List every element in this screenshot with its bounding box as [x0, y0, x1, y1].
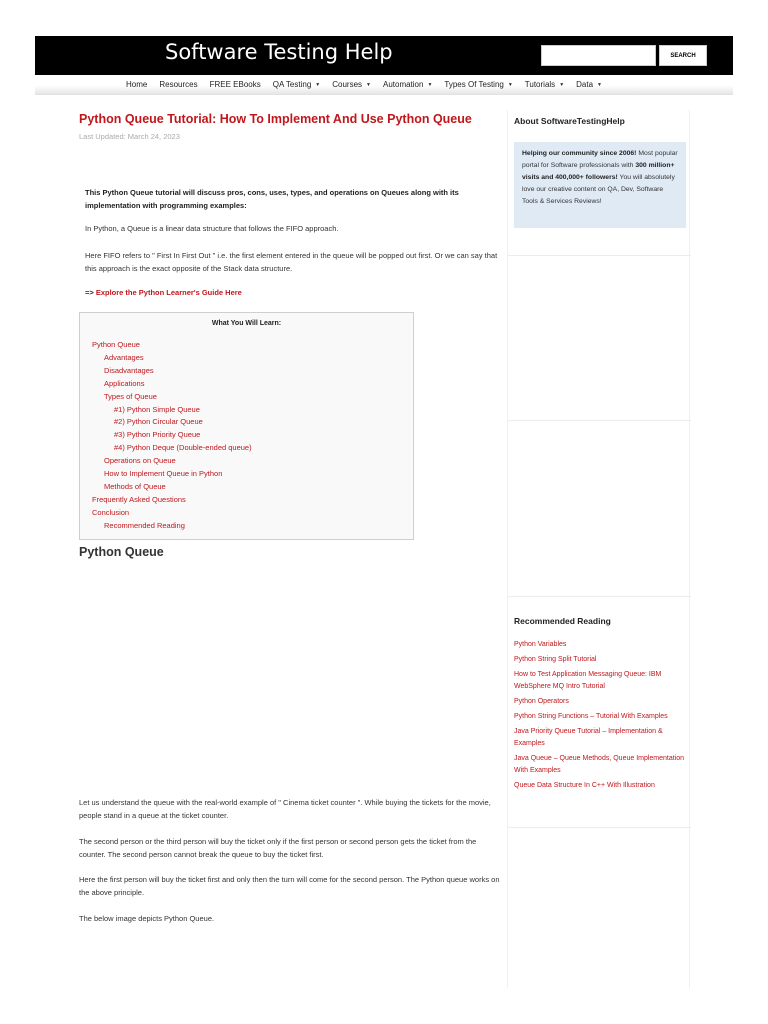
recommended-heading: Recommended Reading: [514, 616, 611, 626]
sidebar: [507, 110, 690, 988]
recommended-link[interactable]: Java Priority Queue Tutorial – Implementation & Examples: [514, 728, 663, 747]
table-of-contents: [79, 312, 414, 540]
toc-item[interactable]: Frequently Asked Questions: [92, 494, 186, 504]
paragraph-fifo-explained: Here FIFO refers to " First In First Out " i.e. the first element entered in the queue will be popped out first. Or we can say that this approach is the exact opposite of the Stack data structure.: [85, 251, 498, 273]
explore-line: [85, 288, 242, 297]
recommended-link[interactable]: Python String Split Tutorial: [514, 656, 597, 663]
nav-item-types-of-testing[interactable]: [444, 80, 512, 89]
about-heading: About SoftwareTestingHelp: [514, 116, 625, 126]
nav-item-label: Resources: [159, 80, 198, 89]
caret-down-icon: ▼: [559, 81, 565, 88]
toc-item[interactable]: #4) Python Deque (Double-ended queue): [114, 443, 252, 453]
nav-item-automation[interactable]: [383, 80, 432, 89]
article-intro: This Python Queue tutorial will discuss pros, cons, uses, types, and operations on Queues along with its implementation with programming examples:: [85, 188, 459, 210]
sidebar-divider: [508, 827, 691, 828]
nav-item-label: Types Of Testing: [444, 80, 504, 89]
nav-items: [126, 80, 614, 89]
nav-item-label: Tutorials: [524, 80, 556, 89]
article: [79, 110, 501, 923]
sidebar-divider: [508, 596, 691, 597]
nav-item-label: Courses: [332, 80, 363, 89]
explore-guide-link[interactable]: Explore the Python Learner's Guide Here: [95, 288, 242, 297]
nav-item-home[interactable]: [126, 80, 147, 89]
nav-item-qa-testing[interactable]: [273, 80, 321, 89]
caret-down-icon: ▼: [427, 81, 433, 88]
paragraph-cinema: Let us understand the queue with the real-world example of " Cinema ticket counter ". While buying the tickets for the movie, people stand in a queue at the ticket counter.: [79, 798, 491, 820]
site-header: [35, 36, 733, 75]
toc-item[interactable]: Methods of Queue: [104, 481, 166, 491]
nav-item-label: Data: [576, 80, 594, 89]
main-nav: [35, 75, 733, 95]
explore-prefix: =>: [85, 288, 96, 297]
toc-item[interactable]: #3) Python Priority Queue: [114, 430, 201, 440]
sidebar-divider: [508, 420, 691, 421]
search-input[interactable]: [541, 45, 656, 66]
paragraph-first-person: Here the first person will buy the ticket first and only then the turn will come for the second person. The Python queue works on the above principle.: [79, 875, 500, 897]
search-button[interactable]: SEARCH: [659, 45, 707, 66]
section-title-python-queue: Python Queue: [79, 545, 164, 559]
toc-item[interactable]: Types of Queue: [104, 391, 157, 401]
toc-item[interactable]: Python Queue: [92, 340, 140, 349]
recommended-link[interactable]: Java Queue – Queue Methods, Queue Implementation With Examples: [514, 755, 685, 774]
recommended-list: [514, 639, 690, 795]
article-title: Python Queue Tutorial: How To Implement And Use Python Queue: [79, 112, 472, 126]
recommended-link[interactable]: Python String Functions – Tutorial With Examples: [514, 713, 668, 720]
site-title[interactable]: Software Testing Help: [165, 40, 393, 64]
toc-item[interactable]: How to Implement Queue in Python: [104, 469, 223, 479]
toc-title: What You Will Learn:: [211, 320, 282, 327]
caret-down-icon: ▼: [366, 81, 371, 88]
paragraph-fifo: In Python, a Queue is a linear data structure that follows the FIFO approach.: [85, 224, 339, 233]
nav-item-label: FREE EBooks: [209, 80, 261, 89]
recommended-link[interactable]: How to Test Application Messaging Queue: IBM WebSphere MQ Intro Tutorial: [514, 671, 662, 690]
toc-item[interactable]: Recommended Reading: [104, 520, 185, 530]
recommended-link[interactable]: Python Variables: [514, 641, 567, 648]
nav-item-tutorials[interactable]: [525, 80, 564, 89]
sidebar-divider: [508, 255, 691, 256]
toc-item[interactable]: Conclusion: [92, 507, 130, 517]
last-updated: Last Updated: March 24, 2023: [79, 132, 180, 141]
nav-item-free-ebooks[interactable]: [210, 80, 261, 89]
caret-down-icon: ▼: [315, 81, 321, 88]
nav-item-label: QA Testing: [272, 80, 312, 89]
paragraph-second-person: The second person or the third person will buy the ticket only if the first person or second person gets the ticket from the counter. The second person cannot break the queue to buy the ticket first.: [79, 837, 477, 859]
nav-item-data[interactable]: [576, 80, 602, 89]
caret-down-icon: ▼: [597, 81, 602, 88]
toc-item[interactable]: #2) Python Circular Queue: [114, 417, 203, 427]
about-highlight-visits: 300 million+ visits and 400,000+ followers!: [522, 162, 675, 181]
about-text-portal: Most popular portal for Software professionals with: [522, 150, 678, 169]
about-box: [514, 142, 686, 228]
nav-item-label: Home: [126, 80, 148, 89]
toc-item[interactable]: Applications: [104, 378, 145, 388]
about-highlight-community: Helping our community since 2006!: [522, 150, 637, 157]
about-text-content: You will absolutely love our creative content on QA, Dev, Software Tools & Services Reviews!: [522, 174, 675, 205]
toc-item[interactable]: Advantages: [104, 352, 144, 362]
nav-item-label: Automation: [382, 80, 424, 89]
caret-down-icon: ▼: [507, 81, 513, 88]
toc-item[interactable]: #1) Python Simple Queue: [114, 404, 200, 414]
recommended-link[interactable]: Python Operators: [514, 698, 569, 705]
paragraph-image-intro: The below image depicts Python Queue.: [79, 914, 215, 923]
toc-item[interactable]: Disadvantages: [104, 365, 154, 375]
toc-item[interactable]: Operations on Queue: [104, 456, 176, 466]
nav-item-resources[interactable]: [159, 80, 197, 89]
recommended-link[interactable]: Queue Data Structure In C++ With Illustration: [514, 782, 655, 789]
toc-list: [92, 339, 252, 533]
nav-item-courses[interactable]: [332, 80, 371, 89]
